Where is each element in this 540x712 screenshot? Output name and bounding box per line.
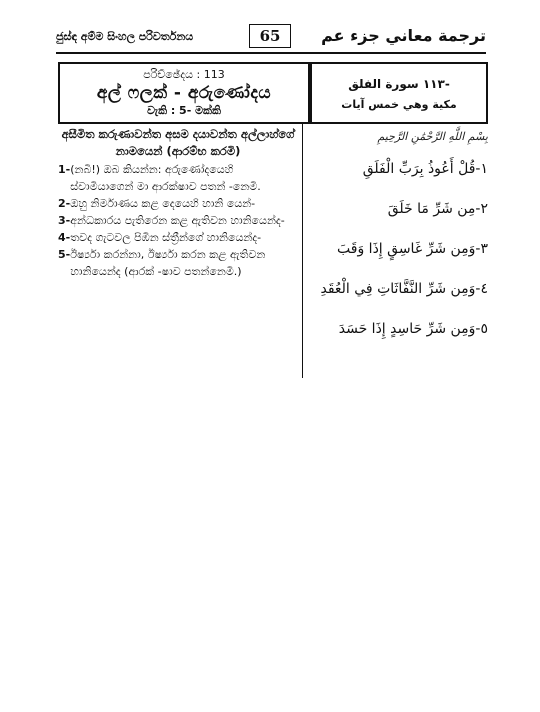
verse-number: 2- xyxy=(58,197,71,210)
header-arabic-title: ترجمة معاني جزء عم xyxy=(321,26,486,45)
arabic-verse: ٢-مِن شَرِّ مَا خَلَقَ xyxy=(387,201,488,217)
column-divider xyxy=(302,122,303,378)
page-header xyxy=(56,24,486,52)
sinhala-chapter-box xyxy=(58,62,310,124)
verse-text: (නබි!) ඔබ කියන්න: අරුණෝදයෙහි ස්වාමියාගෙන් මා ආරක්ෂාව පතන් -නෙමි. xyxy=(70,163,261,193)
chapter-title: අල් ෆලක් - අරුණෝදය xyxy=(96,83,272,103)
arabic-text xyxy=(310,130,488,361)
arabic-basmala: بِسْمِ اللَّهِ الرَّحْمَٰنِ الرَّحِيمِ xyxy=(377,130,488,143)
sinhala-verse xyxy=(58,212,298,229)
chapter-number: පරිච්ඡේදය : 113 xyxy=(143,68,225,81)
header-sinhala-title: ජුස්ඳ අම්ම සිංහල පරිවර්තනය xyxy=(56,30,194,43)
sinhala-basmala: අසීමිත කරුණාවන්ත අසම දයාවන්ත අල්ලාහ්ගේ නාමයෙන් (ආරම්භ කරමි) xyxy=(61,127,295,158)
arabic-verse: ١-قُلْ أَعُوذُ بِرَبِّ الْفَلَقِ xyxy=(362,161,488,177)
sinhala-translation xyxy=(58,126,298,280)
arabic-chapter-title: -١١٣ سورة الفلق xyxy=(348,77,450,91)
arabic-chapter-info: مكية وهي خمس آيات xyxy=(341,98,457,111)
sinhala-verse xyxy=(58,195,298,212)
verse-text: ඊර්ෂ්‍යා කරන්නා, ඊර්ෂ්‍යා කරන කළ ඇතිවන හානියෙන්ද (ආරක් -ෂාව පතන්නෙමි.) xyxy=(70,248,266,278)
sinhala-verse xyxy=(58,229,298,246)
verse-number: 4- xyxy=(58,231,71,244)
sinhala-verse xyxy=(58,246,298,280)
verse-text: අන්ධකාරය පැතිරෙන කළ ඇතිවන හානියෙන්ද- xyxy=(70,214,285,227)
verse-text: ඔහු නිර්මාණය කළ දෙයෙහි හානි යෙන්- xyxy=(70,197,256,210)
chapter-info: වැකි : 5- මක්කි xyxy=(147,104,221,117)
verse-number: 5- xyxy=(58,248,71,261)
arabic-verse: ٣-وَمِن شَرِّ غَاسِقٍ إِذَا وَقَبَ xyxy=(337,241,488,257)
arabic-chapter-box xyxy=(310,62,488,124)
arabic-verse: ٥-وَمِن شَرِّ حَاسِدٍ إِذَا حَسَدَ xyxy=(338,321,488,337)
verse-number: 3- xyxy=(58,214,71,227)
header-rule xyxy=(56,52,486,54)
arabic-verse: ٤-وَمِن شَرِّ النَّفَّاثَاتِ فِي الْعُقَدِ xyxy=(320,281,488,297)
page-number: 65 xyxy=(249,24,291,48)
verse-number: 1- xyxy=(58,163,71,176)
verse-text: තවද ගැටවල පිඹින ස්ත්‍රීන්ගේ හානියෙන්ද- xyxy=(70,231,262,244)
sinhala-verse xyxy=(58,161,298,195)
